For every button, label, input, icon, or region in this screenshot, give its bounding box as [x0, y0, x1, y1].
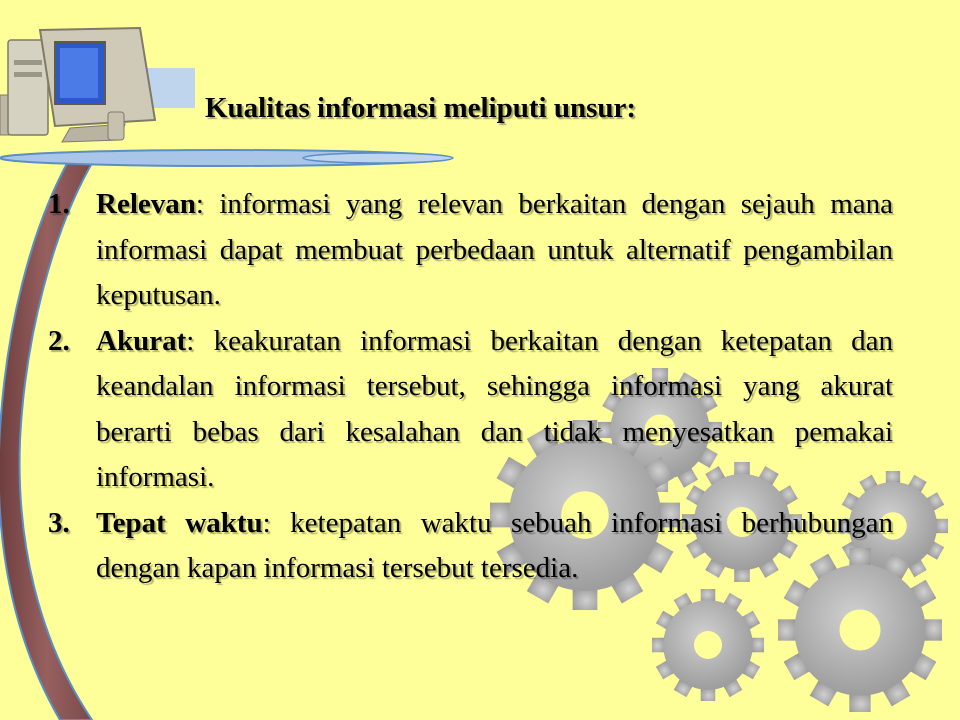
list-item [48, 182, 893, 319]
item-description: : informasi yang relevan berkaitan dengan sejauh mana informasi dapat membuat perbedaan untuk alternatif pengambilan keputusan. [96, 188, 893, 311]
list-item [48, 501, 893, 592]
item-term: Relevan [96, 188, 196, 220]
item-number: 2. [48, 324, 70, 357]
item-description: : ketepatan waktu sebuah informasi berhubungan dengan kapan informasi tersebut tersedia. [96, 506, 893, 584]
item-term: Tepat waktu [96, 506, 263, 539]
header-oval-small [303, 153, 453, 163]
slide-title: Kualitas informasi meliputi unsur: [205, 92, 637, 124]
item-body [96, 182, 893, 319]
list-item [48, 319, 893, 501]
item-description: : keakuratan informasi berkaitan dengan ketepatan dan keandalan informasi tersebut, sehingga informasi yang akurat berarti bebas dari kesalahan dan tidak menyesatkan pemakai informasi. [96, 324, 893, 493]
item-body [96, 319, 893, 501]
item-number: 3. [48, 506, 70, 539]
computer-icon [0, 28, 195, 142]
item-term: Akurat [96, 324, 187, 357]
quality-list [48, 182, 893, 592]
item-number: 1. [48, 188, 70, 220]
item-body [96, 501, 893, 592]
